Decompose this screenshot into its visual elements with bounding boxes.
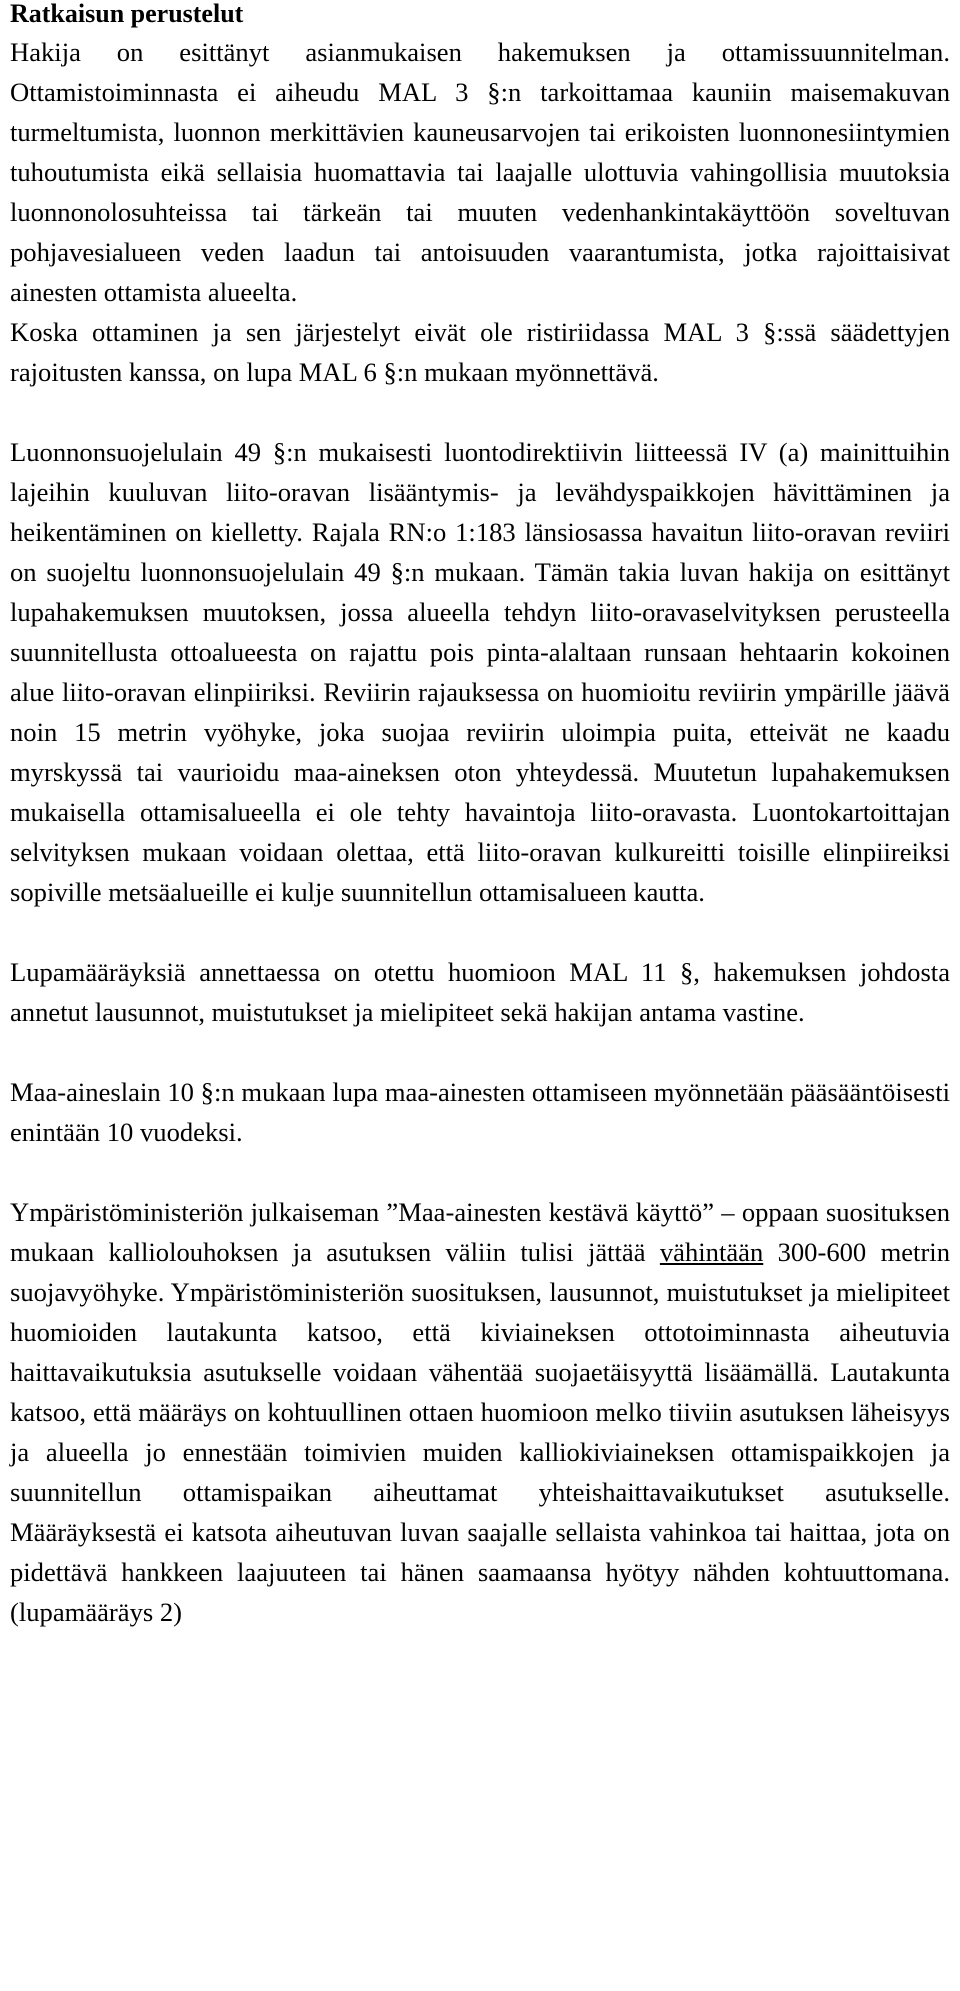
- protection-zone-text-end: 300-600 metrin suojavyöhyke. Ympäristöministeriön suosituksen, lausunnot, muistutukset ja mielipiteet huomioiden lautakunta katsoo, että kiviaineksen ottotoiminnasta aiheutuvia haittavaikutuksia asutukselle voidaan vähentää suojaetäisyyttä lisäämällä. Lautakunta katsoo, että määräys on kohtuullinen ottaen huomioon melko tiiviin asutuksen läheisyys ja alueella jo ennestään toimivien muiden kalliokiviaineksen ottamispaikkojen ja suunnitellun ottamispaikan aiheuttamat yhteishaittavaikutukset asutukselle. Määräyksestä ei katsota aiheutuvan luvan saajalle sellaista vahinkoa tai haittaa, jota on pidettävä hankkeen laajuuteen tai hänen saamaansa hyötyy nähden kohtuuttomana. (lupamääräys 2): [10, 1237, 950, 1627]
- paragraph-flying-squirrel: Luonnonsuojelulain 49 §:n mukaisesti luontodirektiivin liitteessä IV (a) mainittuihin lajeihin kuuluvan liito-oravan lisääntymis- ja levähdyspaikkojen hävittäminen ja heikentäminen on kielletty. Rajala RN:o 1:183 länsiosassa havaitun liito-oravan reviiri on suojeltu luonnonsuojelulain 49 §:n mukaan. Tämän takia luvan hakija on esittänyt lupahakemuksen muutoksen, jossa alueella tehdyn liito-oravaselvityksen perusteella suunnitellusta ottoalueesta on rajattu pois pinta-alaltaan runsaan hehtaarin kokoinen alue liito-oravan elinpiiriksi. Reviirin rajauksessa on huomioitu reviirin ympärille jäävä noin 15 metrin vyöhyke, joka suojaa reviirin uloimpia puita, etteivät ne kaadu myrskyssä tai vaurioidu maa-aineksen oton yhteydessä. Muutetun lupahakemuksen mukaisella ottamisalueella ei ole tehty havaintoja liito-oravasta. Luontokartoittajan selvityksen mukaan voidaan olettaa, että liito-oravan kulkureitti toisille elinpiireiksi sopiville metsäalueille ei kulje suunnitellun ottamisalueen kautta.: [10, 437, 950, 907]
- paragraph-permit-grant: Koska ottaminen ja sen järjestelyt eivät ole ristiriidassa MAL 3 §:ssä säädettyjen rajoitusten kanssa, on lupa MAL 6 §:n mukaan myönnettävä.: [10, 317, 950, 387]
- paragraph-permit-conditions: Lupamääräyksiä annettaessa on otettu huomioon MAL 11 §, hakemuksen johdosta annetut lausunnot, muistutukset ja mielipiteet sekä hakijan antama vastine.: [10, 957, 950, 1027]
- protection-zone-text-start: Ympäristöministeriön julkaiseman ”Maa-ainesten kestävä käyttö” – oppaan suosituksen mukaan kalliolouhoksen ja asutuksen väliin tulisi jättää: [10, 1197, 950, 1267]
- underlined-word: vähintään: [659, 1237, 764, 1267]
- paragraph-application: Hakija on esittänyt asianmukaisen hakemuksen ja ottamissuunnitelman. Ottamistoiminnasta ei aiheudu MAL 3 §:n tarkoittamaa kauniin maisemakuvan turmeltumista, luonnon merkittävien kauneusarvojen tai erikoisten luonnonesiintymien tuhoutumista eikä sellaisia huomattavia tai laajalle ulottuvia vahingollisia muutoksia luonnonolosuhteissa tai tärkeän tai muuten vedenhankintakäyttöön soveltuvan pohjavesialueen veden laadun tai antoisuuden vaarantumista, jotka rajoittaisivat ainesten ottamista alueelta.: [10, 37, 950, 307]
- paragraph-permit-duration: Maa-aineslain 10 §:n mukaan lupa maa-ainesten ottamiseen myönnetään pääsääntöisesti enintään 10 vuodeksi.: [10, 1077, 950, 1147]
- paragraph-protection-zone: [10, 1192, 950, 1632]
- section-heading: Ratkaisun perustelut: [10, 0, 244, 28]
